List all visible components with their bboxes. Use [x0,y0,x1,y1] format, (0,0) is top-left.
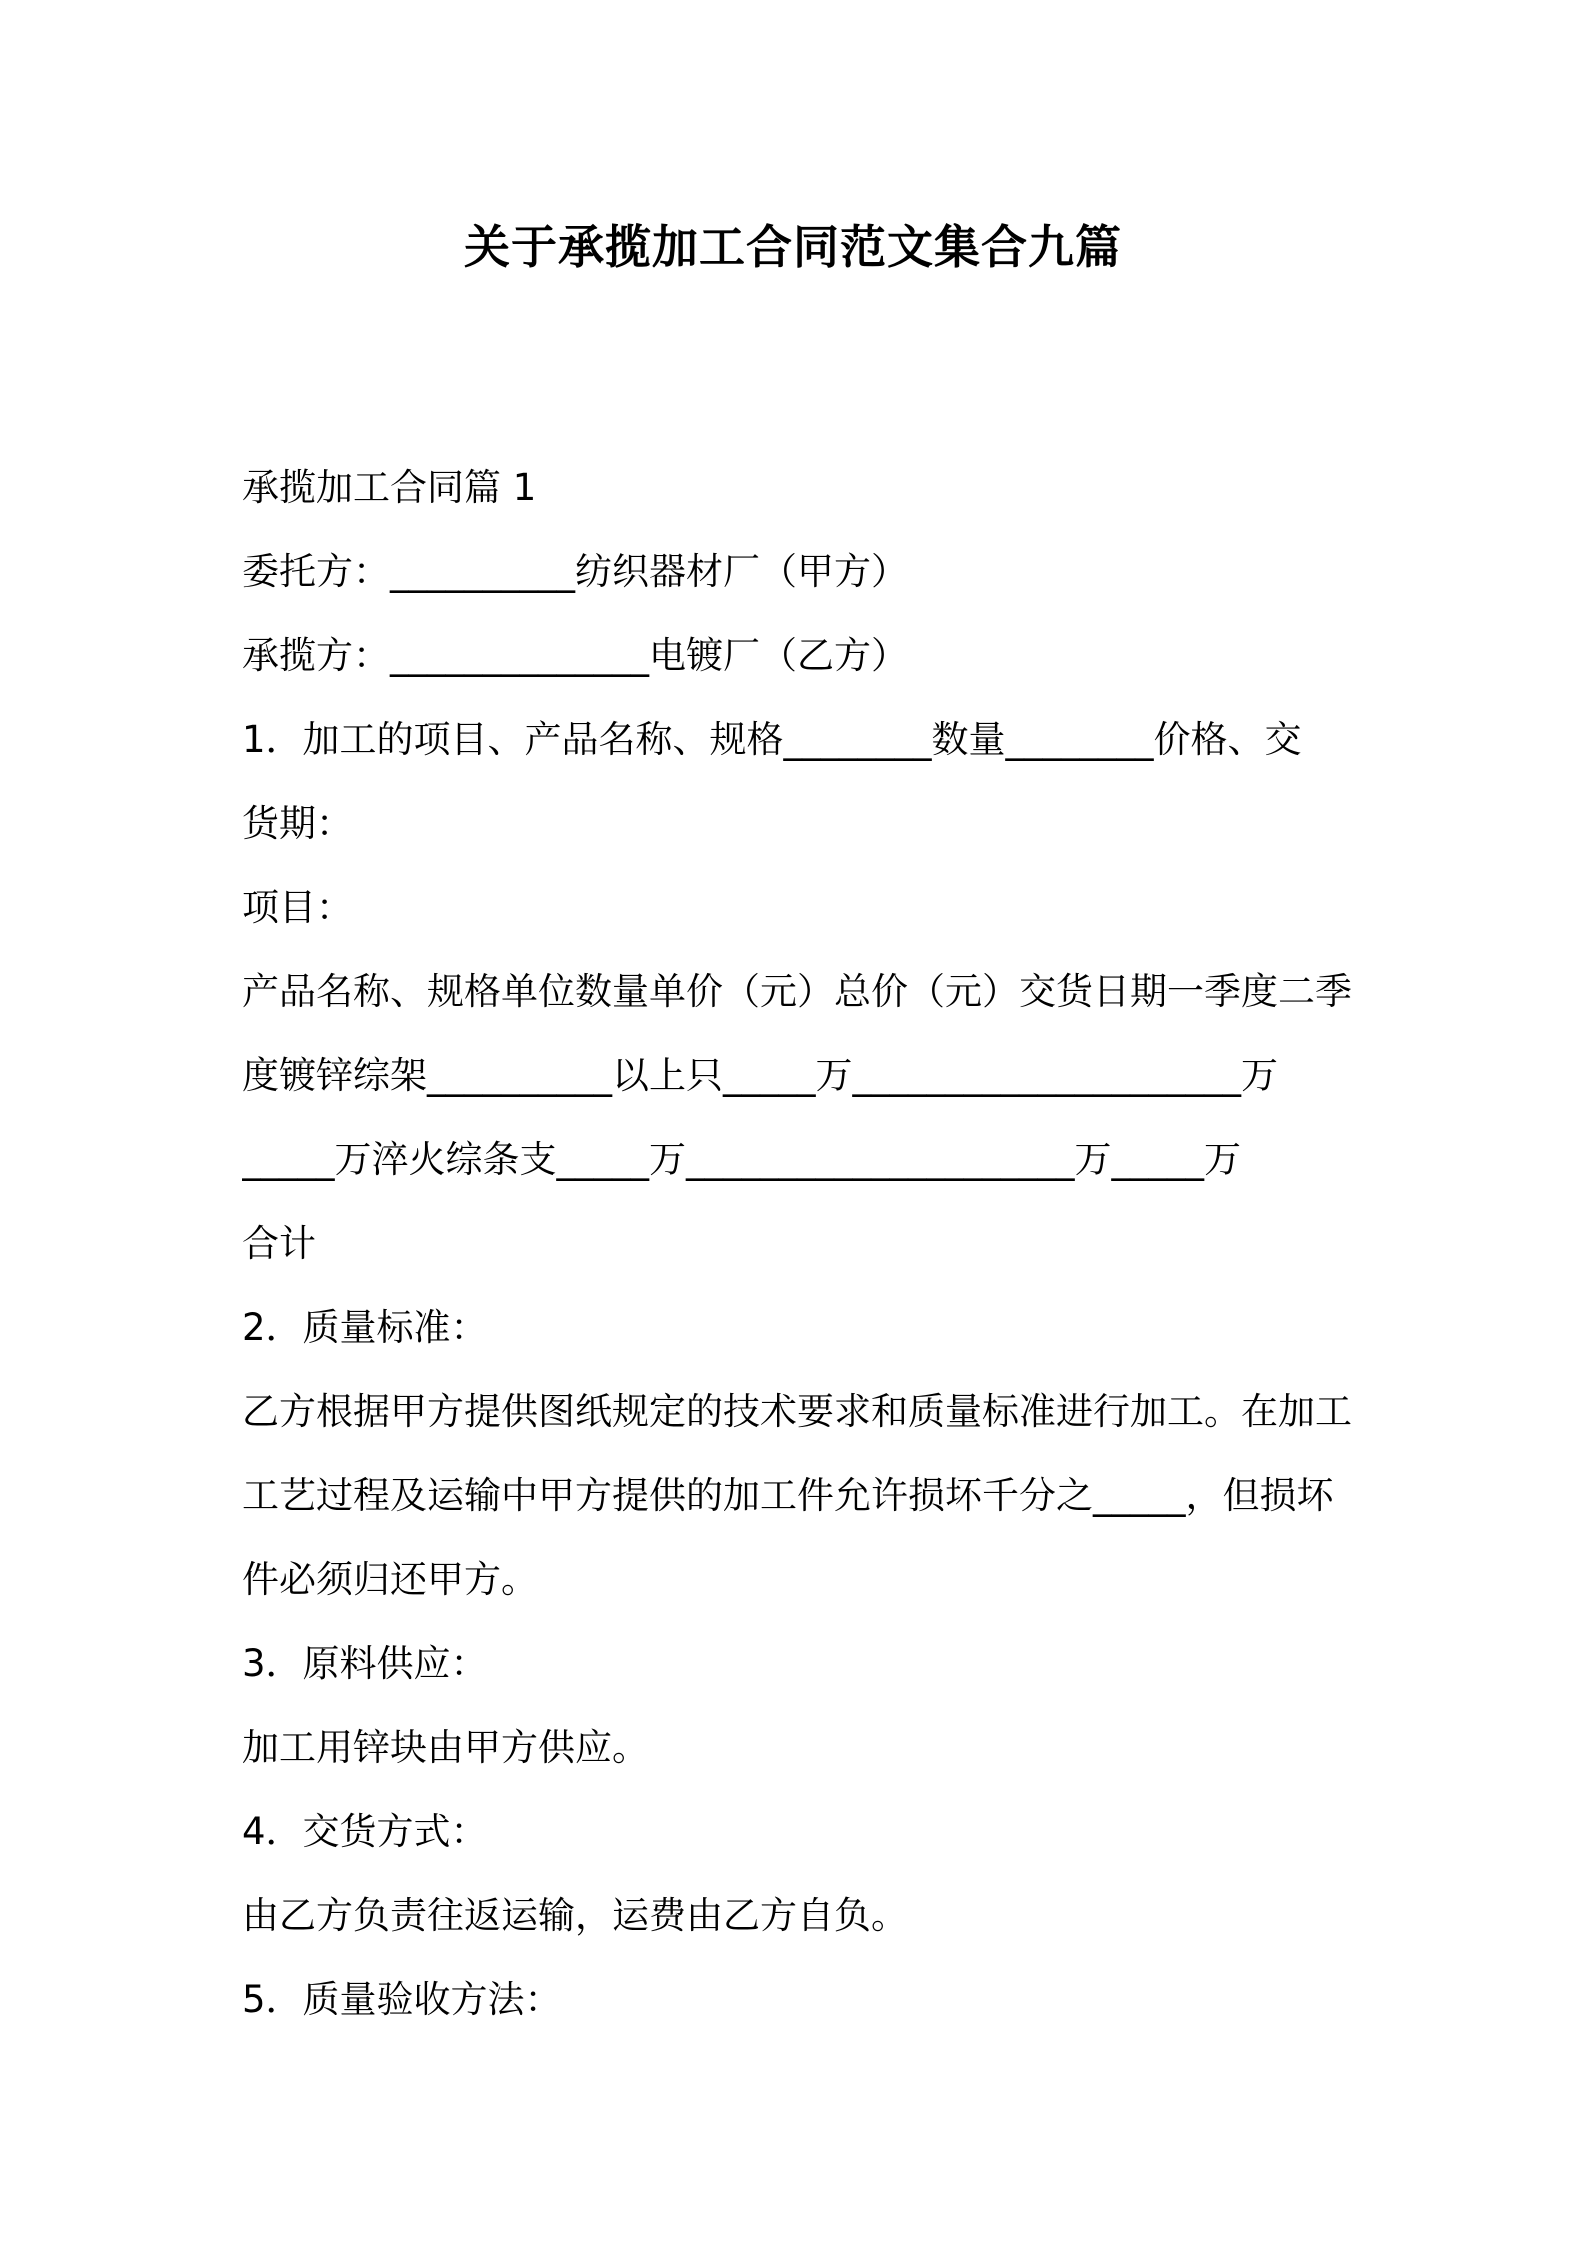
contract-body [242,446,1354,2042]
section-heading: 承揽加工合同篇 1 [242,466,537,509]
clause-2-text-1: 乙方根据甲方提供图纸规定的技术要求和质量标准进行加工。在加工 [242,1390,1352,1433]
clause-1-heading-cont: 货期： [242,802,353,845]
clause-1-heading: 1．加工的项目、产品名称、规格________数量________价格、交 [242,718,1302,761]
table-header-line: 产品名称、规格单位数量单价（元）总价（元）交货日期一季度二季 [242,970,1352,1013]
clause-2-text-2: 工艺过程及运输中甲方提供的加工件允许损坏千分之_____，但损坏 [242,1474,1334,1517]
party-a-line: 委托方：__________纺织器材厂（甲方） [242,550,908,593]
party-b-line: 承揽方：______________电镀厂（乙方） [242,634,908,677]
clause-3-text: 加工用锌块由甲方供应。 [242,1726,649,1769]
table-row-1: 度镀锌综架__________以上只_____万_____________________万 [242,1054,1278,1097]
total-label: 合计 [242,1222,316,1265]
project-label: 项目： [242,886,353,929]
document-title: 关于承揽加工合同范文集合九篇 [464,220,1122,274]
clause-2-text-3: 件必须归还甲方。 [242,1558,538,1601]
clause-3-heading: 3．原料供应： [242,1642,488,1685]
clause-2-heading: 2．质量标准： [242,1306,488,1349]
table-row-2: _____万淬火综条支_____万_____________________万_____万 [242,1138,1241,1181]
clause-4-text: 由乙方负责往返运输，运费由乙方自负。 [242,1894,908,1937]
clause-4-heading: 4．交货方式： [242,1810,488,1853]
clause-5-heading: 5．质量验收方法： [242,1978,562,2021]
